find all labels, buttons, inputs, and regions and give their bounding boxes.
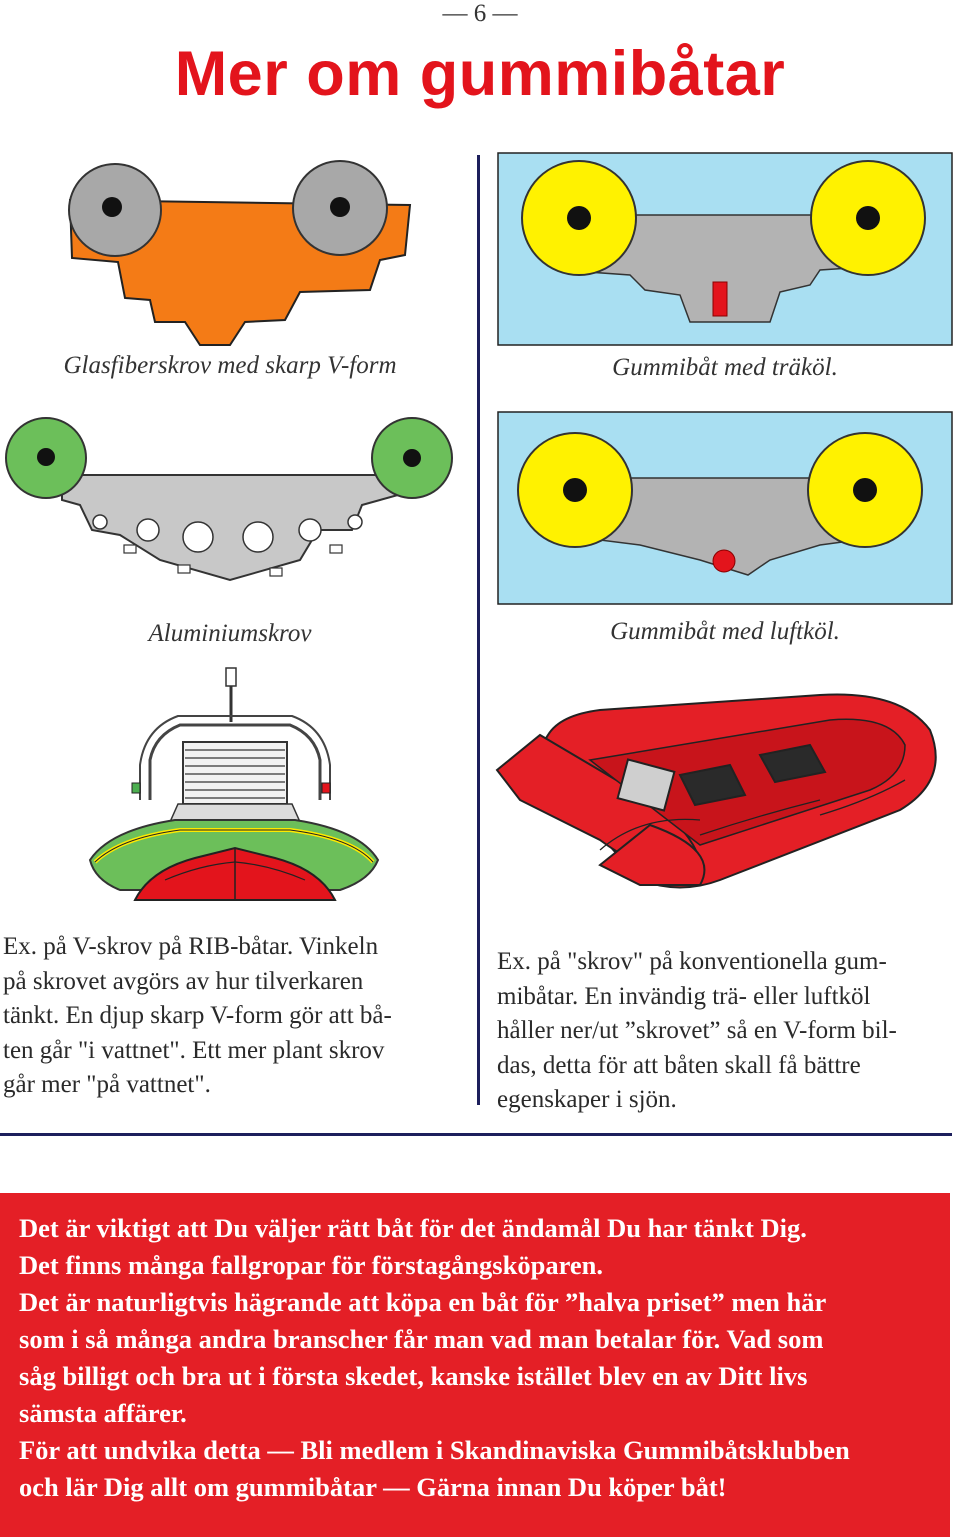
right-paragraph-line: mibåtar. En invändig trä- eller luftköl (497, 982, 871, 1010)
left-paragraph-line: tänkt. En djup skarp V-form gör att bå- (3, 1002, 392, 1029)
left-paragraph-line: på skrovet avgörs av hur tilverkaren (3, 967, 364, 995)
notice-line: För att undvika detta — Bli medlem i Skandinaviska Gummibåtsklubben (19, 1435, 850, 1465)
notice-line: sämsta affärer. (19, 1398, 187, 1428)
page-number: — 6 — (442, 0, 518, 27)
caption-fiberglass-hull: Glasfiberskrov med skarp V-form (63, 352, 397, 379)
notice-line: Det är naturligtvis hägrande att köpa en båt för ”halva priset” men här (19, 1287, 827, 1317)
right-paragraph-line: egenskaper i sjön. (497, 1086, 677, 1113)
caption-aluminium-hull: Aluminiumskrov (148, 620, 312, 647)
notice-box (0, 1193, 950, 1537)
right-paragraph-line: Ex. på "skrov" på konventionella gum- (497, 948, 887, 975)
caption-wooden-keel: Gummibåt med träköl. (612, 354, 838, 381)
notice-line: som i så många andra branscher får man vad man betalar för. Vad som (19, 1324, 824, 1354)
notice-line: Det finns många fallgropar för förstagångsköparen. (19, 1250, 604, 1280)
right-paragraph-line: das, detta för att båten skall få bättre (497, 1051, 861, 1079)
page-title: Mer om gummibåtar (174, 39, 786, 109)
left-paragraph-line: ten går "i vattnet". Ett mer plant skrov (3, 1036, 385, 1064)
notice-line: och lär Dig allt om gummibåtar — Gärna innan Du köper båt! (19, 1472, 727, 1502)
left-paragraph-line: går mer "på vattnet". (3, 1071, 211, 1098)
horizontal-divider (0, 1133, 952, 1136)
vertical-divider (477, 155, 480, 1105)
notice-line: Det är viktigt att Du väljer rätt båt för det ändamål Du har tänkt Dig. (19, 1213, 807, 1243)
notice-line: såg billigt och bra ut i första skedet, kanske istället blev en av Ditt livs (19, 1361, 808, 1391)
left-paragraph (3, 930, 458, 1103)
caption-air-keel: Gummibåt med luftköl. (610, 618, 840, 645)
left-paragraph-line: Ex. på V-skrov på RIB-båtar. Vinkeln (3, 933, 379, 960)
right-paragraph (497, 945, 952, 1118)
right-paragraph-line: håller ner/ut ”skrovet” så en V-form bil- (497, 1017, 897, 1044)
